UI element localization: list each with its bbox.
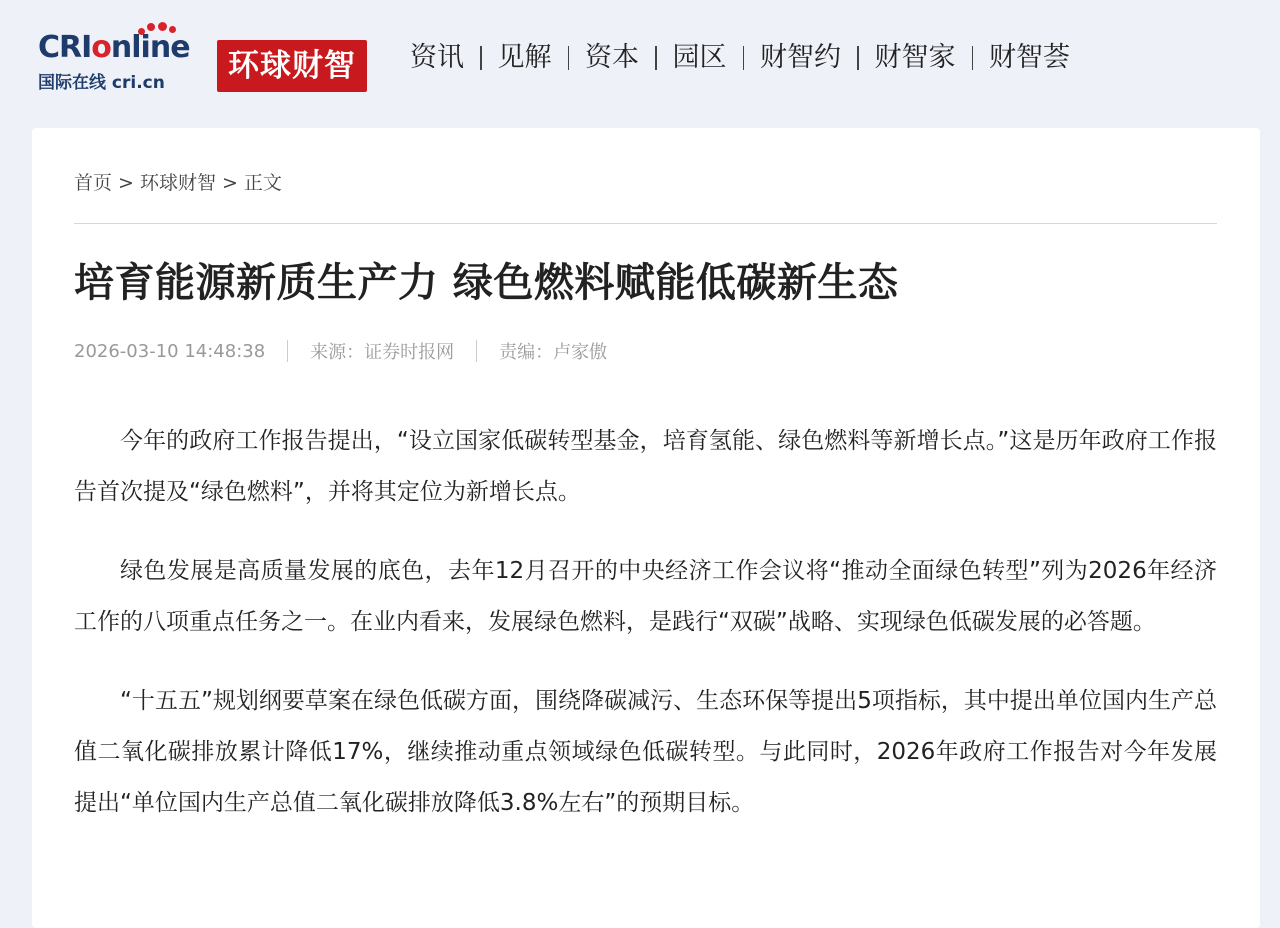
- meta-divider: [287, 340, 288, 362]
- breadcrumb-home[interactable]: 首页: [74, 172, 113, 194]
- article-source: 来源：证券时报网: [310, 342, 455, 363]
- logo-subtitle: 国际在线 cri.cn: [38, 73, 165, 93]
- article-paragraph: “十五五”规划纲要草案在绿色低碳方面，围绕降碳减污、生态环保等提出5项指标，其中提出单位国内生产总值二氧化碳排放累计降低17%，继续推动重点领域绿色低碳转型。与此同时，2026年政府工作报告对今年发展提出“单位国内生产总值二氧化碳排放降低3.8%左右”的预期目标。: [74, 688, 1217, 816]
- breadcrumb-divider: [74, 223, 1217, 224]
- nav-item-caizhi-jia[interactable]: 财智家: [874, 42, 956, 73]
- article-meta: [74, 338, 607, 364]
- nav-item-caizhi-hui[interactable]: 财智荟: [989, 42, 1070, 73]
- article-card: [32, 128, 1260, 928]
- nav-item-caizhi-yue[interactable]: 财智约: [760, 42, 841, 73]
- nav-item-parks[interactable]: 园区: [672, 42, 727, 73]
- brand-badge[interactable]: 环球财智: [217, 40, 367, 92]
- article-paragraph: 今年的政府工作报告提出，“设立国家低碳转型基金，培育氢能、绿色燃料等新增长点。”这是历年政府工作报告首次提及“绿色燃料”，并将其定位为新增长点。: [74, 428, 1217, 505]
- cri-online-logo[interactable]: [38, 22, 213, 92]
- article-paragraph: 绿色发展是高质量发展的底色，去年12月召开的中央经济工作会议将“推动全面绿色转型”列为2026年经济工作的八项重点任务之一。在业内看来，发展绿色燃料，是践行“双碳”战略、实现绿色低碳发展的必答题。: [74, 558, 1217, 635]
- article-datetime: 2026-03-10 14:48:38: [74, 340, 266, 362]
- site-header: [0, 0, 1280, 128]
- breadcrumb-separator: >: [221, 172, 238, 194]
- meta-divider: [476, 340, 477, 362]
- nav-item-capital[interactable]: 资本: [585, 42, 639, 73]
- article-title: 培育能源新质生产力 绿色燃料赋能低碳新生态: [74, 260, 899, 306]
- nav-item-insights[interactable]: 见解: [497, 42, 552, 73]
- nav-item-news[interactable]: 资讯: [410, 42, 464, 73]
- main-nav: [394, 38, 1086, 78]
- breadcrumb-section[interactable]: 环球财智: [139, 172, 216, 194]
- logo-wordmark: CRIonline: [38, 30, 190, 65]
- breadcrumb-current: 正文: [243, 172, 282, 194]
- article-editor: 责编：卢家傲: [499, 342, 608, 363]
- breadcrumb: [74, 168, 282, 195]
- article-body: [74, 416, 1217, 857]
- breadcrumb-separator: >: [118, 172, 134, 194]
